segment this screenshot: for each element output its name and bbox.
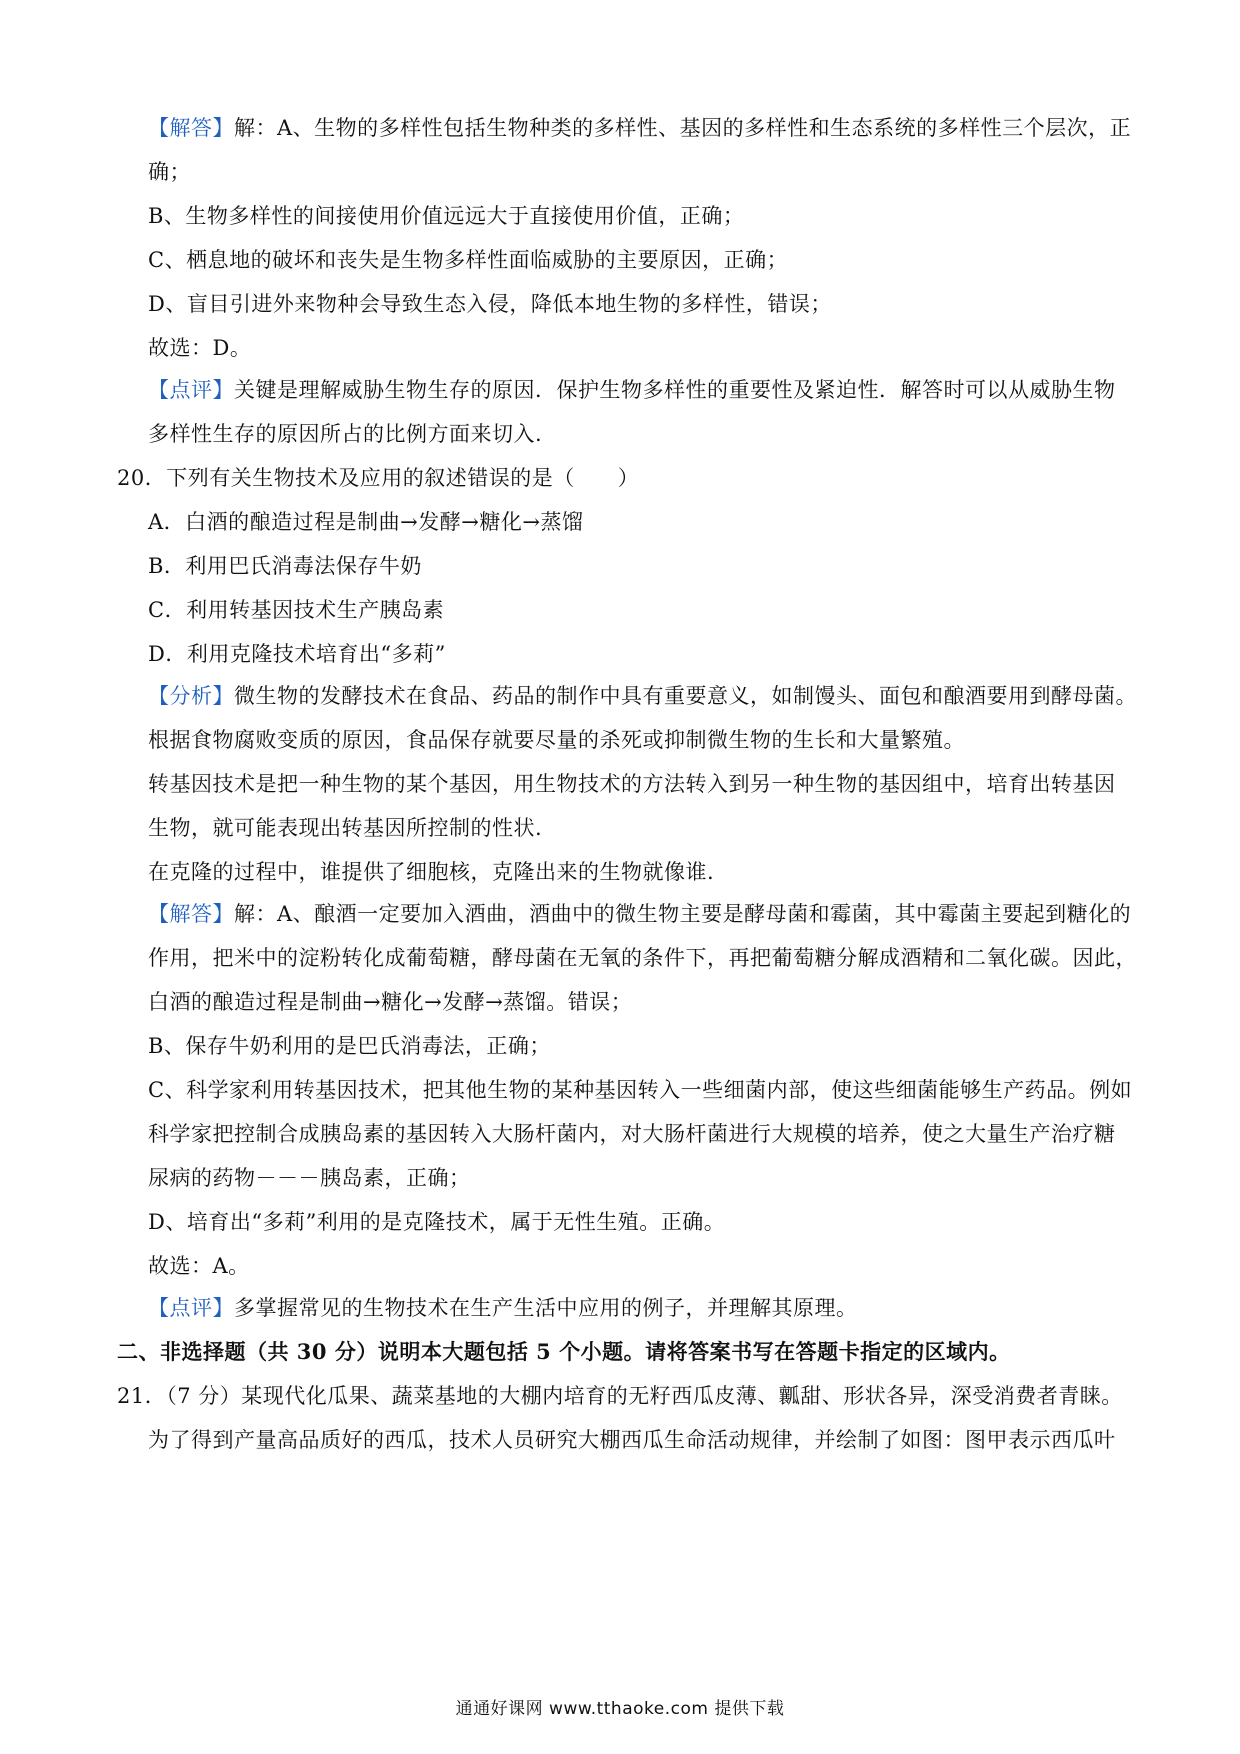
- analysis-text: 转基因技术是把一种生物的某个基因，用生物技术的方法转入到另一种生物的基因组中，培育出转基因: [148, 772, 1116, 796]
- page-footer: 通通好课网 www.tthaoke.com 提供下载: [455, 1699, 785, 1719]
- answer-tag: 【解答】: [148, 902, 234, 926]
- comment-tag: 【点评】: [148, 1296, 234, 1320]
- answer-text: 作用，把米中的淀粉转化成葡萄糖，酵母菌在无氧的条件下，再把葡萄糖分解成酒精和二氧化碳。因此，: [148, 946, 1137, 970]
- comment-tag: 【点评】: [148, 378, 234, 402]
- answer-text: 解：A、生物的多样性包括生物种类的多样性、基因的多样性和生态系统的多样性三个层次，正: [234, 116, 1132, 140]
- section-heading: 二、非选择题（共 30 分）说明本大题包括 5 个小题。请将答案书写在答题卡指定的区域内。: [117, 1339, 1011, 1364]
- comment-text: 多掌握常见的生物技术在生产生活中应用的例子，并理解其原理。: [234, 1296, 858, 1320]
- answer-option-c: C、栖息地的破坏和丧失是生物多样性面临威胁的主要原因，正确；: [148, 248, 789, 272]
- answer-option-c: 科学家把控制合成胰岛素的基因转入大肠杆菌内，对大肠杆菌进行大规模的培养，使之大量生产治疗糖: [148, 1122, 1116, 1146]
- analysis-text: 在克隆的过程中，谁提供了细胞核，克隆出来的生物就像谁.: [148, 860, 715, 884]
- question-20-option-c: C．利用转基因技术生产胰岛素: [148, 598, 445, 622]
- question-21-text: 为了得到产量高品质好的西瓜，技术人员研究大棚西瓜生命活动规律，并绘制了如图：图甲表示西瓜叶: [148, 1428, 1116, 1452]
- answer-text: 确；: [148, 160, 191, 184]
- comment-text: 多样性生存的原因所占的比例方面来切入.: [148, 422, 543, 446]
- comment-line: [148, 374, 1116, 406]
- question-20-stem: 20．下列有关生物技术及应用的叙述错误的是（ ）: [117, 466, 640, 490]
- answer-choice: 故选：D。: [148, 336, 252, 360]
- comment-line: [148, 1292, 858, 1324]
- answer-option-b: B、生物多样性的间接使用价值远远大于直接使用价值，正确；: [148, 204, 745, 228]
- analysis-tag: 【分析】: [148, 684, 234, 708]
- answer-choice: 故选：A。: [148, 1254, 250, 1278]
- answer-text: 白酒的酿造过程是制曲→糖化→发酵→蒸馏。错误；: [148, 990, 633, 1014]
- question-20-option-d: D．利用克隆技术培育出“多莉”: [148, 642, 446, 666]
- answer-option-c: C、科学家利用转基因技术，把其他生物的某种基因转入一些细菌内部，使这些细菌能够生产药品。例如: [148, 1078, 1133, 1102]
- comment-text: 关键是理解威胁生物生存的原因．保护生物多样性的重要性及紧迫性．解答时可以从威胁生物: [234, 378, 1116, 402]
- answer-text: 解：A、酿酒一定要加入酒曲，酒曲中的微生物主要是酵母菌和霉菌，其中霉菌主要起到糖化的: [234, 902, 1132, 926]
- analysis-line: [148, 680, 1137, 712]
- question-21-stem: 21．（7 分）某现代化瓜果、蔬菜基地的大棚内培育的无籽西瓜皮薄、瓤甜、形状各异，深受消费者青睐。: [117, 1384, 1123, 1408]
- question-20-option-b: B．利用巴氏消毒法保存牛奶: [148, 554, 422, 578]
- answer-option-b: B、保存牛奶利用的是巴氏消毒法，正确；: [148, 1034, 551, 1058]
- question-20-option-a: A．白酒的酿造过程是制曲→发酵→糖化→蒸馏: [148, 510, 584, 534]
- answer-option-d: D、盲目引进外来物种会导致生态入侵，降低本地生物的多样性，错误；: [148, 292, 832, 316]
- answer-line: [148, 898, 1131, 930]
- answer-option-c: 尿病的药物－－－胰岛素，正确；: [148, 1166, 471, 1190]
- analysis-text: 根据食物腐败变质的原因，食品保存就要尽量的杀死或抑制微生物的生长和大量繁殖。: [148, 728, 965, 752]
- answer-line: [148, 112, 1131, 144]
- answer-option-d: D、培育出“多莉”利用的是克隆技术，属于无性生殖。正确。: [148, 1210, 726, 1234]
- analysis-text: 生物，就可能表现出转基因所控制的性状.: [148, 816, 543, 840]
- analysis-text: 微生物的发酵技术在食品、药品的制作中具有重要意义，如制馒头、面包和酿酒要用到酵母菌。: [234, 684, 1137, 708]
- answer-tag: 【解答】: [148, 116, 234, 140]
